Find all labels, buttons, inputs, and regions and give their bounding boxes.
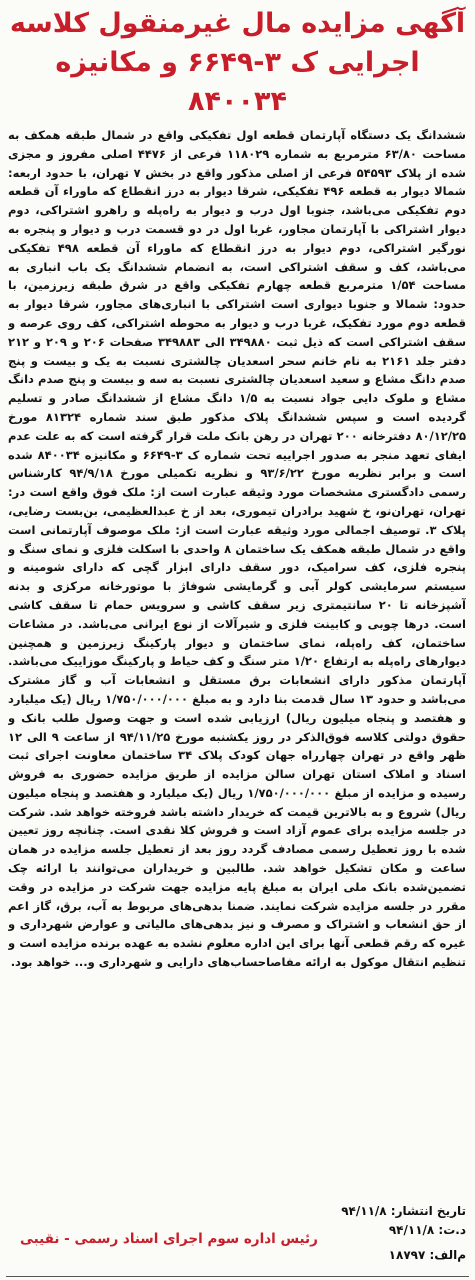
- title-line-3: ۸۴۰۰۳۴: [188, 86, 287, 117]
- bottom-divider: [6, 1276, 469, 1277]
- title-line-2: اجرایی ک ۳-۶۶۴۹ و مکانیزه: [55, 47, 420, 78]
- date-label: د.ت:: [438, 1223, 466, 1237]
- reference-number: ۱۸۷۹۷: [388, 1248, 426, 1262]
- publish-date: تاریخ انتشار: ۹۴/۱۱/۸: [341, 1204, 466, 1218]
- title-line-1: آگهی مزایده مال غیرمنقول کلاسه: [9, 8, 466, 39]
- reference-row: [8, 1246, 466, 1264]
- date-value: ۹۴/۱۱/۸: [388, 1223, 435, 1237]
- signer-name: رئیس اداره سوم اجرای اسناد رسمی - نقیبی: [20, 1231, 318, 1247]
- notice-body-text: ششدانگ یک دستگاه آپارتمان قطعه اول تفکیکی واقع در شمال طبقه همکف به مساحت ۶۳/۸۰ مترمربع به شماره ۱۱۸۰۲۹ فرعی از ۴۴۷۶ اصلی مفروز و مجزی شده از پلاک ۵۴۵۹۳ فرعی از اصلی مذکور واقع در بخش ۷ تهران، با حدود اربعه: شمالا دیوار به قطعه ۴۹۶ تفکیکی، شرقا دیوار به درز انقطاع که ماوراء آن قطعه دوم تفکیکی می‌باشد، جنوبا اول درب و دیوار به راه‌پله و راهرو اشتراکی، دوم دیوار اشتراکی با آپارتمان مجاور، غربا اول در دو قسمت درب و دیوار و پنجره به نورگیر اشتراکی، دوم دیوار به درز انقطاع که ماوراء آن قطعه ۴۹۸ تفکیکی می‌باشد، کف و سقف اشتراکی است، به انضمام ششدانگ یک باب انباری به مساحت ۱/۵۴ مترمربع قطعه چهارم تفکیکی واقع در شرق طبقه زیرزمین، با حدود: شمالا و جنوبا دیواری است اشتراکی با انباری‌های مجاور، شرقا دیوار به قطعه دوم مورد تفکیک، غربا درب و دیوار به محوطه اشتراکی، کف روی عرصه و سقف اشتراکی است که ذیل ثبت ۳۴۹۸۸۰ الی ۳۴۹۸۸۳ صفحات ۲۰۶ و ۲۰۹ و ۲۱۲ دفتر جلد ۲۱۶۱ به نام خانم سحر اسعدیان چالشتری نسبت به یک و بیست و پنج صدم دانگ مشاع و سعید اسعدیان چالشتری نسبت به سه و بیست و پنج صدم دانگ مشاع و ملوک دایی جواد نسبت به ۱/۵ دانگ مشاع از ششدانگ صادر و تسلیم گردیده است و سپس ششدانگ پلاک مذکور طبق سند شماره ۸۱۳۲۴ مورخ ۸۰/۱۲/۲۵ دفترخانه ۲۰۰ تهران در رهن بانک ملت قرار گرفته است که به علت عدم ایفای تعهد منجر به صدور اجراییه تحت شماره ک ۳-۶۶۴۹ و مکانیزه ۸۴۰۰۳۴ شده است و برابر نظریه مورخ ۹۳/۶/۲۲ و نظریه تکمیلی مورخ ۹۴/۹/۱۸ کارشناس رسمی دادگستری مشخصات مورد وثیقه عبارت است از: ملک فوق واقع است در: تهران، تهران‌نو، خ شهید برادران تیموری، بعد از خ عبدالعظیمی، بن‌بست رضایی، پلاک ۳. توصیف اجمالی مورد وثیقه عبارت است از: ملک موصوف آپارتمانی است واقع در شمال طبقه همکف یک ساختمان ۸ واحدی با اسکلت فلزی و نمای سنگ و پنجره فلزی، کف سرامیک، دور سقف دارای ابزار گچی که دارای شومینه و سیستم سرمایشی کولر آبی و گرمایشی شوفاژ با موتورخانه مرکزی و بدنه آشپزخانه تا ۲۰ سانتیمتری زیر سقف کاشی و سرویس حمام تا سقف کاشی است. درها چوبی و کابینت فلزی و شیرآلات از نوع ایرانی می‌باشد. در مشاعات ساختمان، کف راه‌پله، نمای ساختمان و دیوار پارکینگ زیرزمین و همچنین دیوارهای راه‌پله به ارتفاع ۱/۲۰ متر سنگ و کف حیاط و پارکینگ موزاییک می‌باشد. آپارتمان مذکور دارای انشعابات برق مستقل و انشعابات آب و گاز مشترک می‌باشد و حدود ۱۳ سال قدمت بنا دارد و به مبلغ ۱/۷۵۰/۰۰۰/۰۰۰ ریال (یک میلیارد و هفتصد و پنجاه میلیون ریال) ارزیابی شده است و جهت وصول طلب بانک و حقوق دولتی کلاسه فوق‌الذکر در روز یکشنبه مورخ ۹۴/۱۱/۲۵ از ساعت ۹ الی ۱۲ ظهر واقع در تهران چهارراه جهان کودک پلاک ۳۴ ساختمان معاونت اجرای ثبت اسناد و املاک استان تهران سالن مزایده از طریق مزایده حضوری به فروش رسیده و مزایده از مبلغ ۱/۷۵۰/۰۰۰/۰۰۰ ریال (یک میلیارد و هفتصد و پنجاه میلیون ریال) شروع و به بالاترین قیمت که خریدار داشته باشد فروخته خواهد شد. شرکت در جلسه مزایده برای عموم آزاد است و فروش کلا نقدی است. چنانچه روز تعیین شده با روز تعطیل رسمی مصادف گردد روز بعد از تعطیل جلسه مزایده در همان ساعت و مکان تشکیل خواهد شد. طالبین و خریداران می‌توانند با ارائه چک تضمین‌شده بانک ملی ایران به مبلغ پایه مزایده جهت شرکت در مزایده در وقت مقرر در جلسه مزایده شرکت نمایند. ضمنا بدهی‌های مربوط به آب، برق، گاز اعم از حق انشعاب و اشتراک و مصرف و نیز بدهی‌های مالیاتی و عوارض شهرداری و غیره که رقم قطعی آنها برای این اداره معلوم نشده به عهده برنده مزایده است و تنظیم انتقال موکول به ارائه مفاصاحساب‌های دارایی و شهرداری و... خواهد بود.: [8, 128, 466, 970]
- reference-label: م‌الف:: [429, 1248, 466, 1262]
- notice-title: [0, 4, 475, 121]
